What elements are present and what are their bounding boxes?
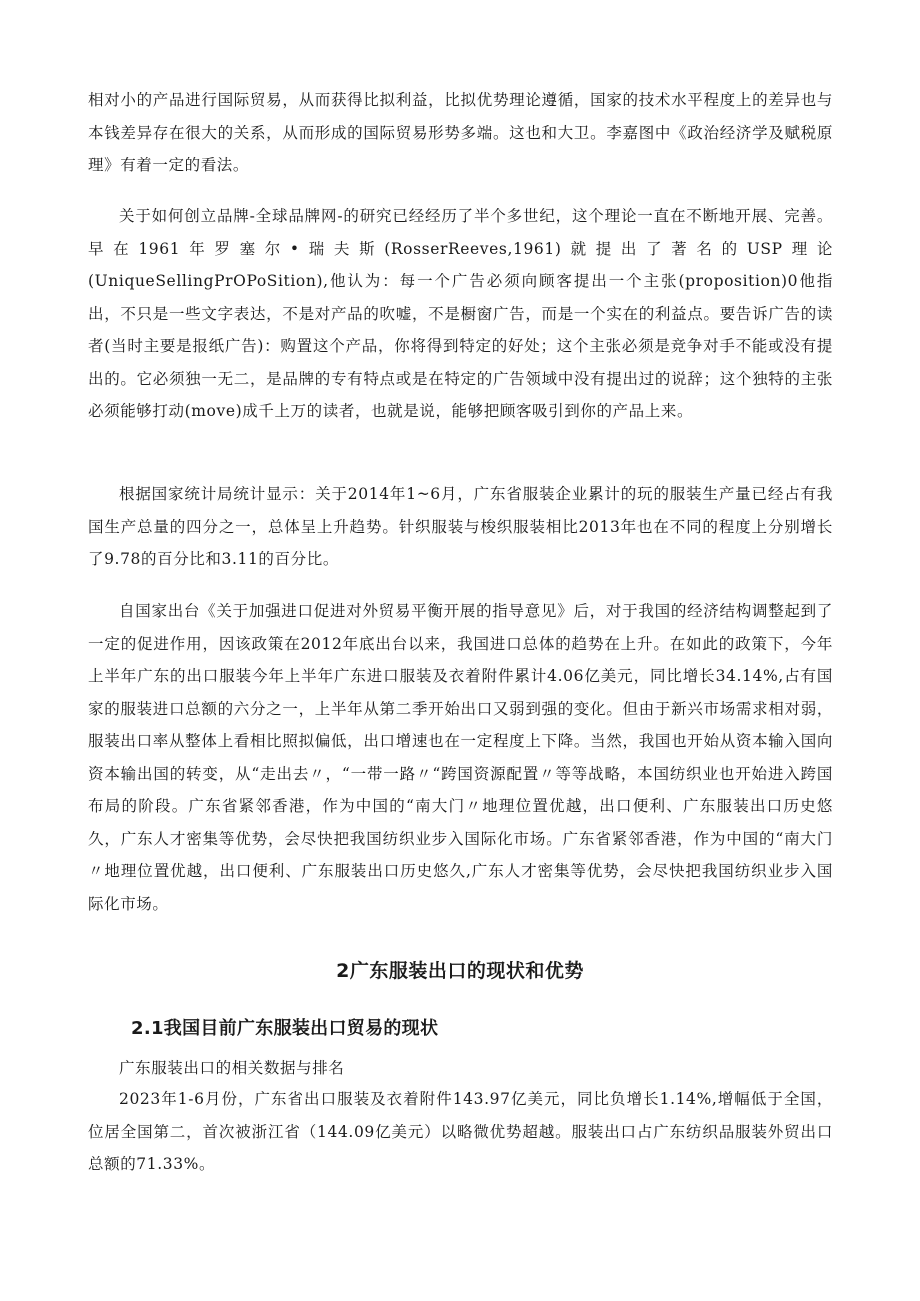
subheading-export-data-ranking: 广东服装出口的相关数据与排名 <box>119 1059 345 1077</box>
section-heading-2-1: 2.1我国目前广东服装出口贸易的现状 <box>131 1018 439 1039</box>
paragraph-statistics-2014: 根据国家统计局统计显示：关于2014年1~6月，广东省服装企业累计的玩的服装生产量已经占有我国生产总量的四分之一，总体呈上升趋势。针织服装与梭织服装相比2013年也在不同的程度上分别增长了9.78的百分比和3.11的百分比。 <box>88 485 833 568</box>
paragraph-export-2023: 2023年1-6月份，广东省出口服装及衣着附件143.97亿美元，同比负增长1.14%,增幅低于全国，位居全国第二，首次被浙江省（144.09亿美元）以略微优势超越。服装出口占广东纺织品服装外贸出口总额的71.33%。 <box>88 1090 833 1173</box>
paragraph-usp-theory: 关于如何创立品牌-全球品牌网-的研究已经经历了半个多世纪，这个理论一直在不断地开展、完善。早在1961年罗塞尔•瑞夫斯(RosserReeves,1961)就提出了著名的USP理论(UniqueSellingPrOPoSition),他认为：每一个广告必须向顾客提出一个主张(proposition)0他指出，不只是一些文字表达，不是对产品的吹嘘，不是橱窗广告，而是一个实在的利益点。要告诉广告的读者(当时主要是报纸广告)：购置这个产品，你将得到特定的好处；这个主张必须是竞争对手不能或没有提出的。它必须独一无二，是品牌的专有特点或是在特定的广告领域中没有提出过的说辞；这个独特的主张必须能够打动(move)成千上万的读者，也就是说，能够把顾客吸引到你的产品上来。 <box>88 207 833 420</box>
paragraph-comparative-advantage: 相对小的产品进行国际贸易，从而获得比拟利益，比拟优势理论遵循，国家的技术水平程度上的差异也与本钱差异存在很大的关系，从而形成的国际贸易形势多端。这也和大卫。李嘉图中《政治经济学及赋税原理》有着一定的看法。 <box>88 91 833 174</box>
section-heading-2: 2广东服装出口的现状和优势 <box>336 960 584 982</box>
paragraph-import-policy: 自国家出台《关于加强进口促进对外贸易平衡开展的指导意见》后，对于我国的经济结构调整起到了一定的促进作用，因该政策在2012年底出台以来，我国进口总体的趋势在上升。在如此的政策下，今年上半年广东的出口服装今年上半年广东进口服装及衣着附件累计4.06亿美元，同比增长34.14%,占有国家的服装进口总额的六分之一，上半年从第二季开始出口又弱到强的变化。但由于新兴市场需求相对弱，服装出口率从整体上看相比照拟偏低，出口增速也在一定程度上下降。当然，我国也开始从资本输入国向资本输出国的转变，从“走出去〃，“一带一路〃“跨国资源配置〃等等战略，本国纺织业也开始进入跨国布局的阶段。广东省紧邻香港，作为中国的“南大门〃地理位置优越，出口便利、广东服装出口历史悠久，广东人才密集等优势，会尽快把我国纺织业步入国际化市场。广东省紧邻香港，作为中国的“南大门〃地理位置优越，出口便利、广东服装出口历史悠久,广东人才密集等优势，会尽快把我国纺织业步入国际化市场。 <box>88 602 833 913</box>
